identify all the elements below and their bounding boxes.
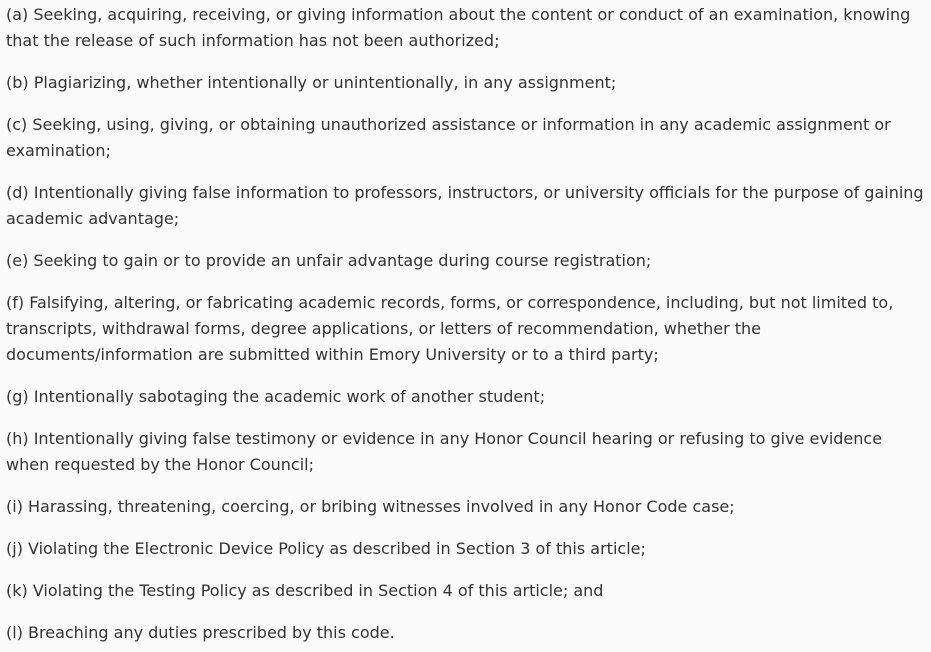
list-item-j: (j) Violating the Electronic Device Policy as described in Section 3 of this article; [6,539,646,558]
list-item-k: (k) Violating the Testing Policy as described in Section 4 of this article; and [6,581,604,600]
list-item-i: (i) Harassing, threatening, coercing, or bribing witnesses involved in any Honor Code case; [6,497,735,516]
list-item-h: (h) Intentionally giving false testimony or evidence in any Honor Council hearing or refusing to give evidence when requested by the Honor Council; [6,429,883,474]
list-item-d: (d) Intentionally giving false information to professors, instructors, or university officials for the purpose of gaining academic advantage; [6,183,924,228]
list-item-a: (a) Seeking, acquiring, receiving, or giving information about the content or conduct of an examination, knowing that the release of such information has not been authorized; [6,5,911,50]
list-item-g: (g) Intentionally sabotaging the academic work of another student; [6,387,546,406]
list-item-e: (e) Seeking to gain or to provide an unfair advantage during course registration; [6,251,652,270]
list-item-c: (c) Seeking, using, giving, or obtaining unauthorized assistance or information in any academic assignment or examination; [6,115,891,160]
list-item-f: (f) Falsifying, altering, or fabricating academic records, forms, or correspondence, including, but not limited to, transcripts, withdrawal forms, degree applications, or letters of recommendation, whether the documents/information are submitted within Emory University or to a third party; [6,293,894,364]
list-item-l: (l) Breaching any duties prescribed by this code. [6,623,395,642]
list-item-b: (b) Plagiarizing, whether intentionally or unintentionally, in any assignment; [6,73,617,92]
